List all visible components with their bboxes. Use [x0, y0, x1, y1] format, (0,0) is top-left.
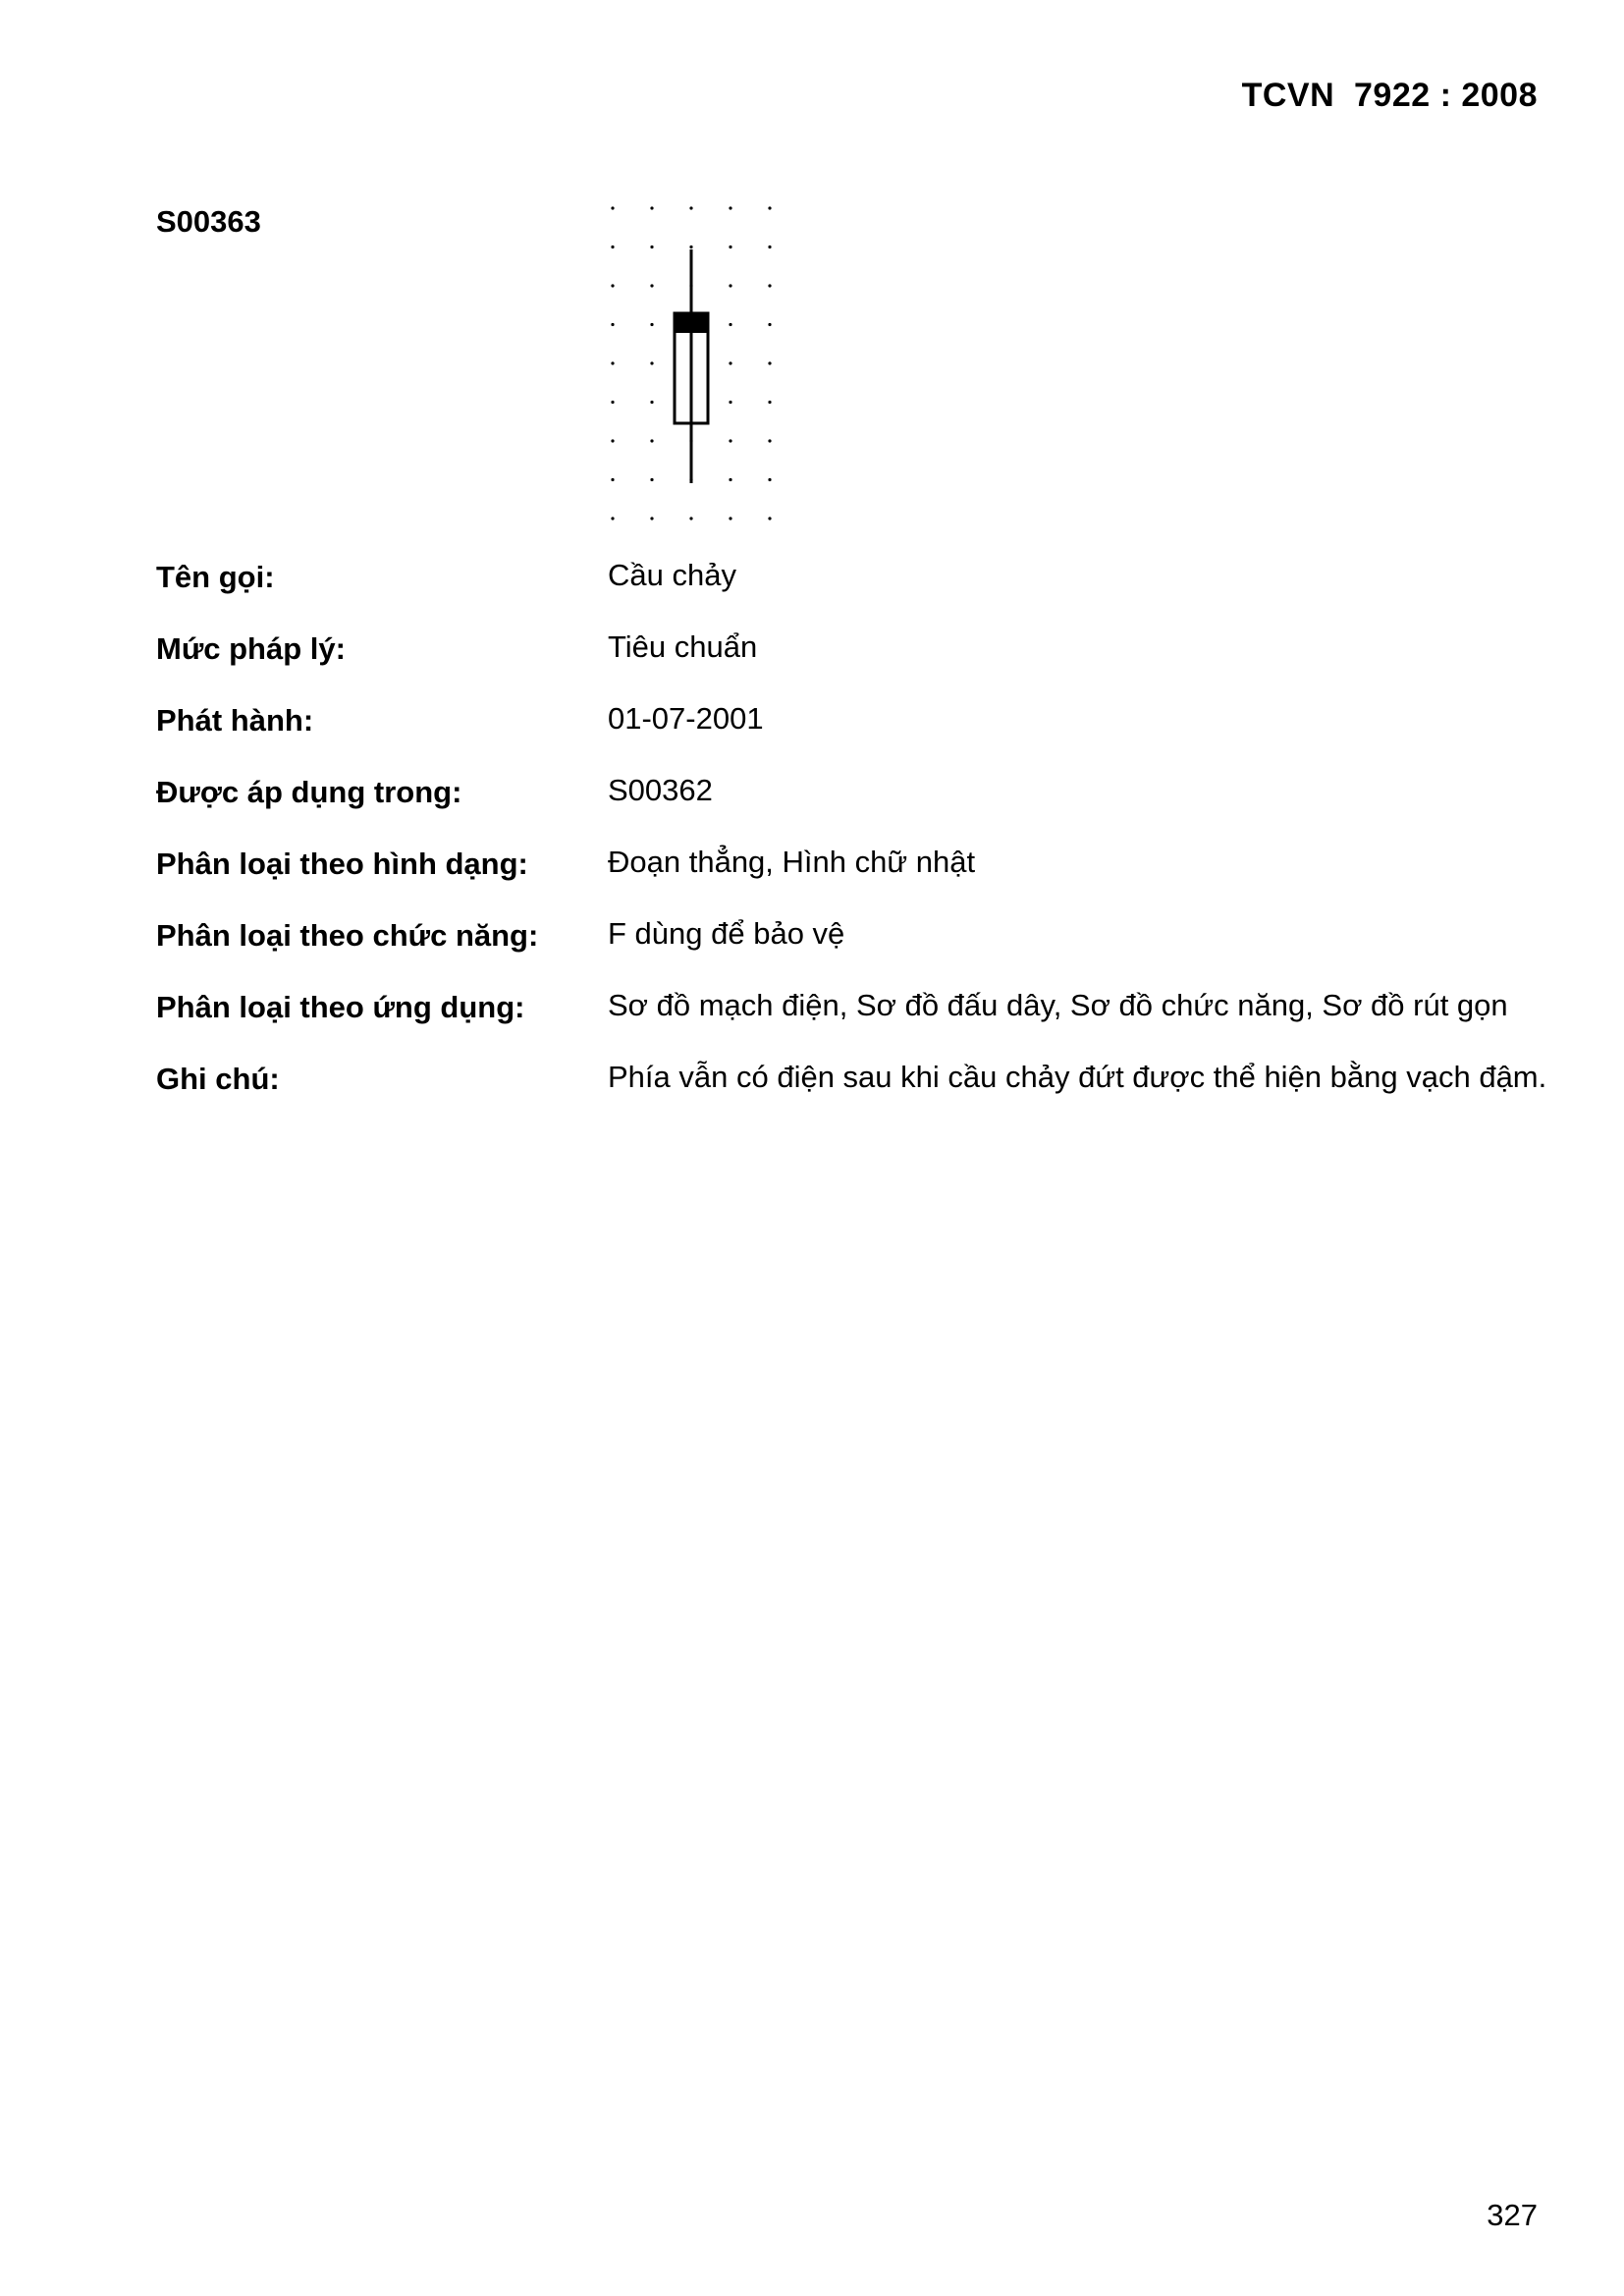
- grid-dot: [729, 517, 731, 519]
- grid-dot: [729, 323, 731, 326]
- grid-dot: [611, 439, 614, 442]
- grid-dot: [729, 284, 731, 287]
- grid-dot: [768, 478, 771, 481]
- grid-dot: [611, 206, 614, 209]
- grid-dot: [650, 361, 653, 364]
- symbol-code: S00363: [156, 204, 261, 239]
- grid-dot: [650, 284, 653, 287]
- grid-dot: [611, 517, 614, 519]
- grid-dot: [650, 246, 653, 248]
- grid-dot: [611, 284, 614, 287]
- property-value: Đoạn thẳng, Hình chữ nhật: [608, 845, 976, 879]
- property-row-application-class: [156, 990, 1560, 1062]
- grid-dot: [611, 478, 614, 481]
- grid-dot: [689, 517, 692, 519]
- grid-dot: [768, 401, 771, 404]
- property-label: Ghi chú:: [156, 1062, 280, 1096]
- property-row-name: [156, 560, 1560, 631]
- property-value: 01-07-2001: [608, 701, 764, 736]
- grid-dot: [689, 246, 692, 248]
- property-label: Được áp dụng trong:: [156, 775, 462, 809]
- fuse-live-side-bar: [675, 313, 708, 333]
- property-label: Mức pháp lý:: [156, 631, 346, 666]
- grid-dot: [650, 323, 653, 326]
- property-row-function-class: [156, 918, 1560, 990]
- page-number: 327: [1487, 2198, 1538, 2232]
- grid-dot: [768, 517, 771, 519]
- grid-dot: [650, 478, 653, 481]
- grid-dot: [768, 323, 771, 326]
- property-value: Phía vẫn có điện sau khi cầu chảy đứt được thể hiện bằng vạch đậm.: [608, 1060, 1547, 1094]
- grid-dot: [729, 246, 731, 248]
- grid-dot: [729, 206, 731, 209]
- grid-dot: [611, 401, 614, 404]
- fuse-symbol-icon: [589, 187, 785, 540]
- standard-header: TCVN 7922 : 2008: [1241, 77, 1538, 114]
- grid-dot: [650, 401, 653, 404]
- grid-dot: [768, 206, 771, 209]
- property-label: Phân loại theo chức năng:: [156, 918, 539, 953]
- grid-dot: [768, 246, 771, 248]
- property-row-note: [156, 1062, 1560, 1133]
- grid-dot: [689, 206, 692, 209]
- grid-dot: [768, 284, 771, 287]
- property-row-legal-level: [156, 631, 1560, 703]
- grid-dot: [650, 517, 653, 519]
- grid-dot: [650, 206, 653, 209]
- property-label: Phân loại theo hình dạng:: [156, 847, 528, 881]
- property-row-applied-in: [156, 775, 1560, 847]
- grid-dot: [729, 439, 731, 442]
- grid-dot: [611, 246, 614, 248]
- property-value: S00362: [608, 773, 713, 807]
- property-label: Phát hành:: [156, 703, 314, 738]
- property-row-shape-class: [156, 847, 1560, 918]
- grid-dot: [729, 401, 731, 404]
- grid-dot: [768, 361, 771, 364]
- property-label: Phân loại theo ứng dụng:: [156, 990, 525, 1024]
- grid-dot: [611, 361, 614, 364]
- grid-dot: [729, 478, 731, 481]
- property-value: Tiêu chuẩn: [608, 629, 758, 664]
- grid-dot: [768, 439, 771, 442]
- grid-dot: [650, 439, 653, 442]
- grid-dot: [611, 323, 614, 326]
- property-value: F dùng để bảo vệ: [608, 916, 845, 951]
- property-label: Tên gọi:: [156, 560, 275, 594]
- properties-list: [156, 560, 1560, 1133]
- property-row-release: [156, 703, 1560, 775]
- property-value: Sơ đồ mạch điện, Sơ đồ đấu dây, Sơ đồ chức năng, Sơ đồ rút gọn: [608, 988, 1508, 1022]
- property-value: Cầu chảy: [608, 558, 736, 592]
- grid-dot: [729, 361, 731, 364]
